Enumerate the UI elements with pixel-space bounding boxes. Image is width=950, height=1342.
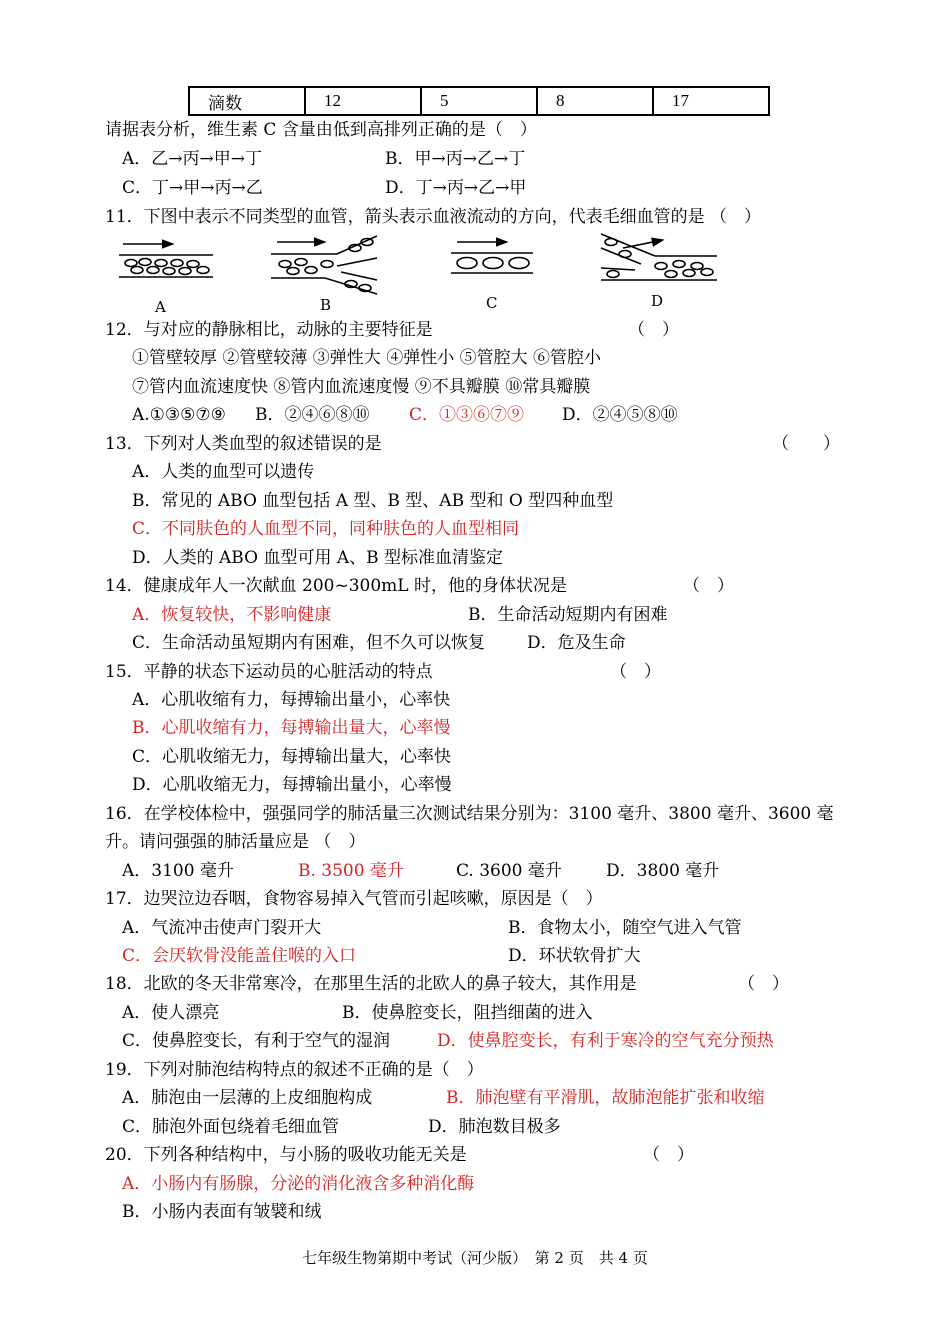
q14-option-c: C．生命活动虽短期内有困难，但不久可以恢复 — [132, 633, 486, 653]
q14-bracket: （ ） — [683, 576, 734, 596]
q17-stem: 17．边哭泣边吞咽，食物容易掉入气管而引起咳嗽，原因是（ ） — [105, 889, 603, 909]
table-cell: 17 — [653, 87, 769, 115]
table-cell: 12 — [305, 87, 421, 115]
q16-stem-line-2: 升。请问强强的肺活量应是 （ ） — [105, 832, 366, 852]
q19-option-a: A．肺泡由一层薄的上皮细胞构成 — [122, 1088, 373, 1108]
q12-bracket: （ ） — [628, 320, 679, 340]
q16-option-a: A．3100 毫升 — [122, 861, 234, 881]
q15-option-b-answer: B．心肌收缩有力，每搏输出量大，心率慢 — [132, 718, 451, 738]
q18-bracket: （ ） — [738, 974, 789, 994]
q13-option-d: D．人类的 ABO 血型可用 A、B 型标准血清鉴定 — [132, 548, 504, 568]
q18-option-c: C．使鼻腔变长，有利于空气的湿润 — [122, 1031, 391, 1051]
data-table — [188, 86, 770, 116]
q13-stem: 13．下列对人类血型的叙述错误的是 — [105, 434, 382, 454]
table-row-label: 滴数 — [189, 87, 305, 115]
q19-option-d: D．肺泡数目极多 — [428, 1117, 561, 1137]
q12-items-1: ①管壁较厚 ②管壁较薄 ③弹性大 ④弹性小 ⑤管腔大 ⑥管腔小 — [132, 348, 602, 368]
q18-option-d-answer: D．使鼻腔变长，有利于寒冷的空气充分预热 — [437, 1031, 774, 1051]
table-cell: 8 — [537, 87, 653, 115]
q15-option-a: A．心肌收缩有力，每搏输出量小，心率快 — [132, 690, 451, 710]
q12-option-b: B．②④⑥⑧⑩ — [255, 405, 370, 425]
q20-stem: 20．下列各种结构中，与小肠的吸收功能无关是 — [105, 1145, 467, 1165]
vessel-b — [271, 236, 377, 294]
page-footer: 七年级生物第期中考试（河少版） 第 2 页 共 4 页 — [302, 1249, 648, 1267]
q20-option-a-answer: A．小肠内有肠腺，分泌的消化液含多种消化酶 — [122, 1174, 475, 1194]
q18-option-b: B．使鼻腔变长，阻挡细菌的进入 — [342, 1003, 593, 1023]
diagram-label-a: A — [155, 298, 166, 316]
vessel-c — [451, 242, 533, 273]
vessel-d — [601, 234, 717, 280]
q12-option-d: D．②④⑤⑧⑩ — [562, 405, 678, 425]
q11-stem: 11．下图中表示不同类型的血管，箭头表示血液流动的方向，代表毛细血管的是 （ ） — [105, 207, 762, 227]
diagram-label-d: D — [651, 292, 664, 310]
q17-option-b: B．食物太小，随空气进入气管 — [508, 918, 742, 938]
q14-option-b: B．生命活动短期内有困难 — [468, 605, 668, 625]
q16-stem-line-1: 16．在学校体检中，强强同学的肺活量三次测试结果分别为：3100 毫升、3800 毫升、3600 毫 — [105, 804, 834, 824]
q10-option-a: A．乙→丙→甲→丁 — [122, 149, 263, 169]
q13-option-a: A．人类的血型可以遗传 — [132, 462, 315, 482]
q16-option-d: D．3800 毫升 — [606, 861, 720, 881]
q12-items-2: ⑦管内血流速度快 ⑧管内血流速度慢 ⑨不具瓣膜 ⑩常具瓣膜 — [132, 377, 591, 397]
q17-option-c-answer: C．会厌软骨没能盖住喉的入口 — [122, 946, 357, 966]
diagram-label-b: B — [320, 296, 332, 314]
q17-option-a: A．气流冲击使声门裂开大 — [122, 918, 322, 938]
q14-option-d: D．危及生命 — [527, 633, 626, 653]
q19-option-c: C．肺泡外面包绕着毛细血管 — [122, 1117, 340, 1137]
q18-option-a: A．使人漂亮 — [122, 1003, 220, 1023]
q15-option-c: C．心肌收缩无力，每搏输出量大，心率快 — [132, 747, 452, 767]
q12-option-c-answer: C．①③⑥⑦⑨ — [409, 405, 525, 425]
q15-bracket: （ ） — [610, 662, 661, 682]
q13-bracket: （ ） — [772, 434, 840, 454]
q12-option-a: A.①③⑤⑦⑨ — [132, 405, 226, 425]
q20-bracket: （ ） — [643, 1145, 694, 1165]
q18-stem: 18．北欧的冬天非常寒冷，在那里生活的北欧人的鼻子较大，其作用是 — [105, 974, 637, 994]
q14-stem: 14．健康成年人一次献血 200~300mL 时，他的身体状况是 — [105, 576, 567, 596]
q12-stem: 12．与对应的静脉相比，动脉的主要特征是 — [105, 320, 433, 340]
q10-option-b: B．甲→丙→乙→丁 — [385, 149, 526, 169]
q10-option-c: C．丁→甲→丙→乙 — [122, 178, 263, 198]
q10-stem: 请据表分析，维生素 C 含量由低到高排列正确的是（ ） — [105, 120, 537, 140]
vessel-a — [119, 244, 213, 277]
q13-option-b: B．常见的 ABO 血型包括 A 型、B 型、AB 型和 O 型四种血型 — [132, 491, 614, 511]
q17-option-d: D．环状软骨扩大 — [508, 946, 641, 966]
q16-option-c: C. 3600 毫升 — [456, 861, 562, 881]
q20-option-b: B．小肠内表面有皱襞和绒 — [122, 1202, 322, 1222]
q19-option-b-answer: B．肺泡壁有平滑肌，故肺泡能扩张和收缩 — [446, 1088, 765, 1108]
table-cell: 5 — [421, 87, 537, 115]
q19-stem: 19．下列对肺泡结构特点的叙述不正确的是（ ） — [105, 1060, 484, 1080]
q15-option-d: D．心肌收缩无力，每搏输出量小，心率慢 — [132, 775, 452, 795]
q14-option-a-answer: A．恢复较快，不影响健康 — [132, 605, 332, 625]
blood-vessel-diagram — [115, 228, 735, 312]
q10-option-d: D．丁→丙→乙→甲 — [385, 178, 527, 198]
q16-option-b-answer: B. 3500 毫升 — [298, 861, 404, 881]
table-row — [189, 87, 769, 115]
diagram-label-c: C — [486, 294, 498, 312]
q15-stem: 15．平静的状态下运动员的心脏活动的特点 — [105, 662, 433, 682]
q13-option-c-answer: C．不同肤色的人血型不同，同种肤色的人血型相同 — [132, 519, 520, 539]
